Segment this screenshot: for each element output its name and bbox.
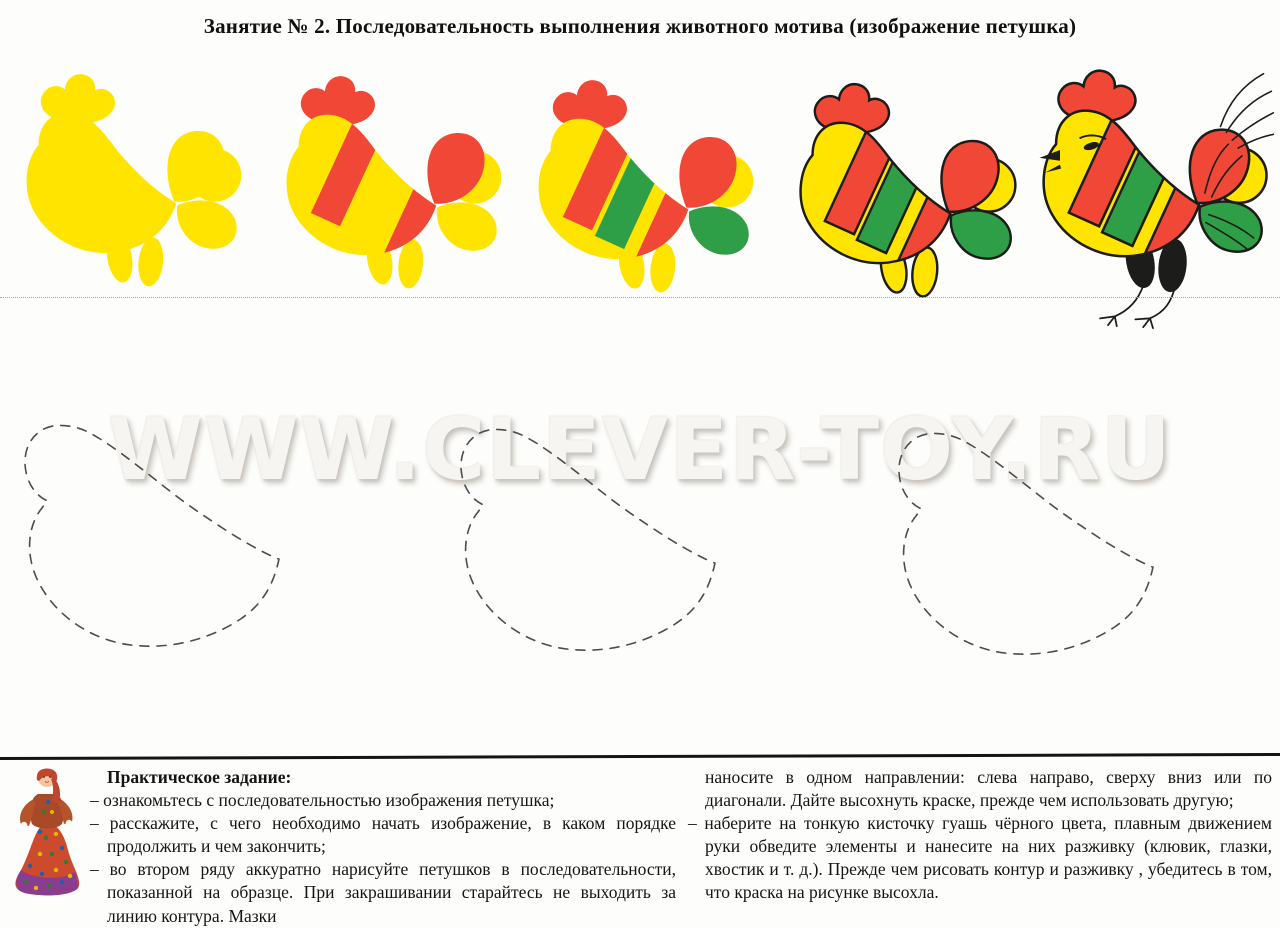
rooster-stage-2 [272,64,510,330]
page-title: Занятие № 2. Последовательность выполнения животного мотива (изображение петушка) [203,14,1077,38]
footer-divider-line [0,753,1280,760]
rooster-stage-5 [1028,58,1276,334]
instruction-item: наносите в одном направлении: слева направо, сверху вниз или по диагонали. Дайте высохнуть краске, прежде чем использовать другую; [705,767,1272,811]
instructions-right-column [688,766,1272,905]
practice-outline-2 [458,424,720,658]
rooster-stage-3 [524,68,762,334]
row-divider-line [0,297,1280,298]
practice-outline-1 [22,420,284,654]
instruction-item: – во втором ряду аккуратно нарисуйте петушков в последовательности, показанной на образце. При закрашивании старайтесь не выходить за линию контура. Мазки [90,859,676,926]
rooster-stage-4 [786,72,1024,338]
practice-outline-3 [896,428,1158,662]
instruction-item: – ознакомьтесь с последовательностью изображения петушка; [90,790,555,811]
instruction-item: – наберите на тонкую кисточку гуашь чёрного цвета, плавным движением руки обведите элементы и нанесите на них разживку (клювик, глазки, хвостик и т. д.). Прежде чем рисовать контур и разживку , убедитесь в том, что краска на рисунке высохла. [688,813,1272,903]
rooster-stage-1 [12,62,250,328]
instructions-left-column [90,766,676,928]
watermark: WWW.CLEVER-TOY.RU [108,400,1172,500]
instruction-item: – расскажите, с чего необходимо начать изображение, в каком порядке продолжить и чем закончить; [90,813,676,857]
instructions-heading: Практическое задание: [107,767,292,787]
folk-doll-illustration [6,762,90,902]
